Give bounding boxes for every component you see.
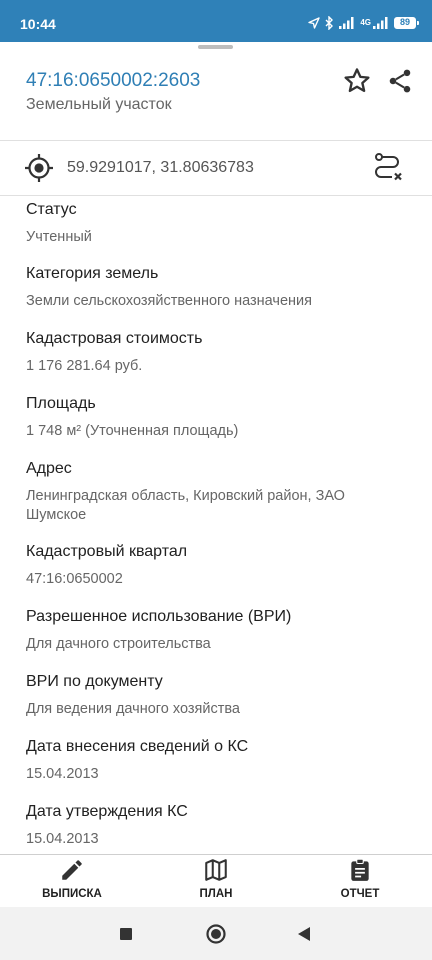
back-triangle-icon bbox=[292, 922, 316, 946]
status-icons bbox=[308, 16, 416, 30]
field-label: Разрешенное использование (ВРИ) bbox=[26, 608, 292, 625]
coordinates-row bbox=[0, 141, 432, 195]
object-type-subtitle: Земельный участок bbox=[26, 96, 172, 113]
field-value: Для дачного строительства bbox=[26, 636, 211, 652]
field-value: Ленинградская область, Кировский район, ЗАО Шумское bbox=[26, 488, 345, 523]
locate-button[interactable] bbox=[24, 153, 54, 183]
field-label: Статус bbox=[26, 201, 77, 218]
nav-label: ВЫПИСКА bbox=[42, 888, 102, 900]
share-button[interactable] bbox=[386, 66, 414, 96]
field-label: ВРИ по документу bbox=[26, 673, 163, 690]
field-value: 47:16:0650002 bbox=[26, 571, 123, 587]
bottom-navigation bbox=[0, 855, 432, 907]
field-value: Учтенный bbox=[26, 229, 92, 245]
clipboard-icon bbox=[347, 857, 373, 883]
crosshair-icon bbox=[24, 153, 54, 183]
field-value: 1 176 281.64 руб. bbox=[26, 358, 143, 374]
battery-icon: 89 bbox=[394, 17, 416, 29]
nav-report-button[interactable] bbox=[305, 855, 415, 907]
field-cadastral-quarter bbox=[26, 542, 406, 589]
field-value: Для ведения дачного хозяйства bbox=[26, 701, 240, 717]
bluetooth-icon bbox=[325, 16, 334, 30]
field-land-category bbox=[26, 264, 406, 311]
field-value: Земли сельскохозяйственного назначения bbox=[26, 293, 312, 309]
field-permitted-use bbox=[26, 607, 406, 654]
route-button[interactable] bbox=[372, 151, 404, 185]
share-icon bbox=[386, 66, 414, 96]
field-label: Категория земель bbox=[26, 265, 159, 282]
field-label: Кадастровый квартал bbox=[26, 543, 188, 560]
map-icon bbox=[203, 857, 229, 883]
nav-label: ПЛАН bbox=[199, 888, 233, 900]
cadastral-number-title: 47:16:0650002:2603 bbox=[26, 70, 201, 91]
square-icon bbox=[114, 922, 138, 946]
home-circle-icon bbox=[204, 922, 228, 946]
home-button[interactable] bbox=[204, 922, 228, 946]
favorite-button[interactable] bbox=[342, 66, 372, 96]
field-value-approval-date bbox=[26, 802, 406, 849]
sheet-drag-handle[interactable] bbox=[198, 45, 233, 49]
back-button[interactable] bbox=[292, 922, 316, 946]
signal-icon bbox=[339, 17, 355, 29]
pencil-icon bbox=[59, 857, 85, 883]
field-area bbox=[26, 394, 406, 441]
field-value: 15.04.2013 bbox=[26, 831, 99, 847]
network-type-label: 4G bbox=[360, 18, 371, 27]
field-label: Адрес bbox=[26, 460, 72, 477]
nav-label: ОТЧЕТ bbox=[340, 888, 380, 900]
location-arrow-icon bbox=[308, 17, 320, 29]
nav-extract-button[interactable] bbox=[17, 855, 127, 907]
recent-apps-button[interactable] bbox=[114, 922, 138, 946]
route-icon bbox=[372, 151, 404, 185]
field-status bbox=[26, 200, 406, 247]
field-address bbox=[26, 459, 406, 525]
field-value: 1 748 м² (Уточненная площадь) bbox=[26, 423, 239, 439]
signal-icon bbox=[373, 17, 389, 29]
field-cadastral-value bbox=[26, 329, 406, 376]
field-label: Площадь bbox=[26, 395, 96, 412]
nav-plan-button[interactable] bbox=[161, 855, 271, 907]
coordinates-text: 59.9291017, 31.80636783 bbox=[67, 159, 254, 176]
field-value-entry-date bbox=[26, 737, 406, 784]
field-permitted-use-document bbox=[26, 672, 406, 719]
field-value: 15.04.2013 bbox=[26, 766, 99, 782]
divider bbox=[0, 195, 432, 196]
field-label: Дата утверждения КС bbox=[26, 803, 188, 820]
star-icon bbox=[342, 66, 372, 96]
status-bar bbox=[0, 0, 432, 42]
field-label: Кадастровая стоимость bbox=[26, 330, 203, 347]
field-label: Дата внесения сведений о КС bbox=[26, 738, 249, 755]
system-navigation-bar bbox=[0, 907, 432, 960]
status-time: 10:44 bbox=[20, 16, 56, 32]
